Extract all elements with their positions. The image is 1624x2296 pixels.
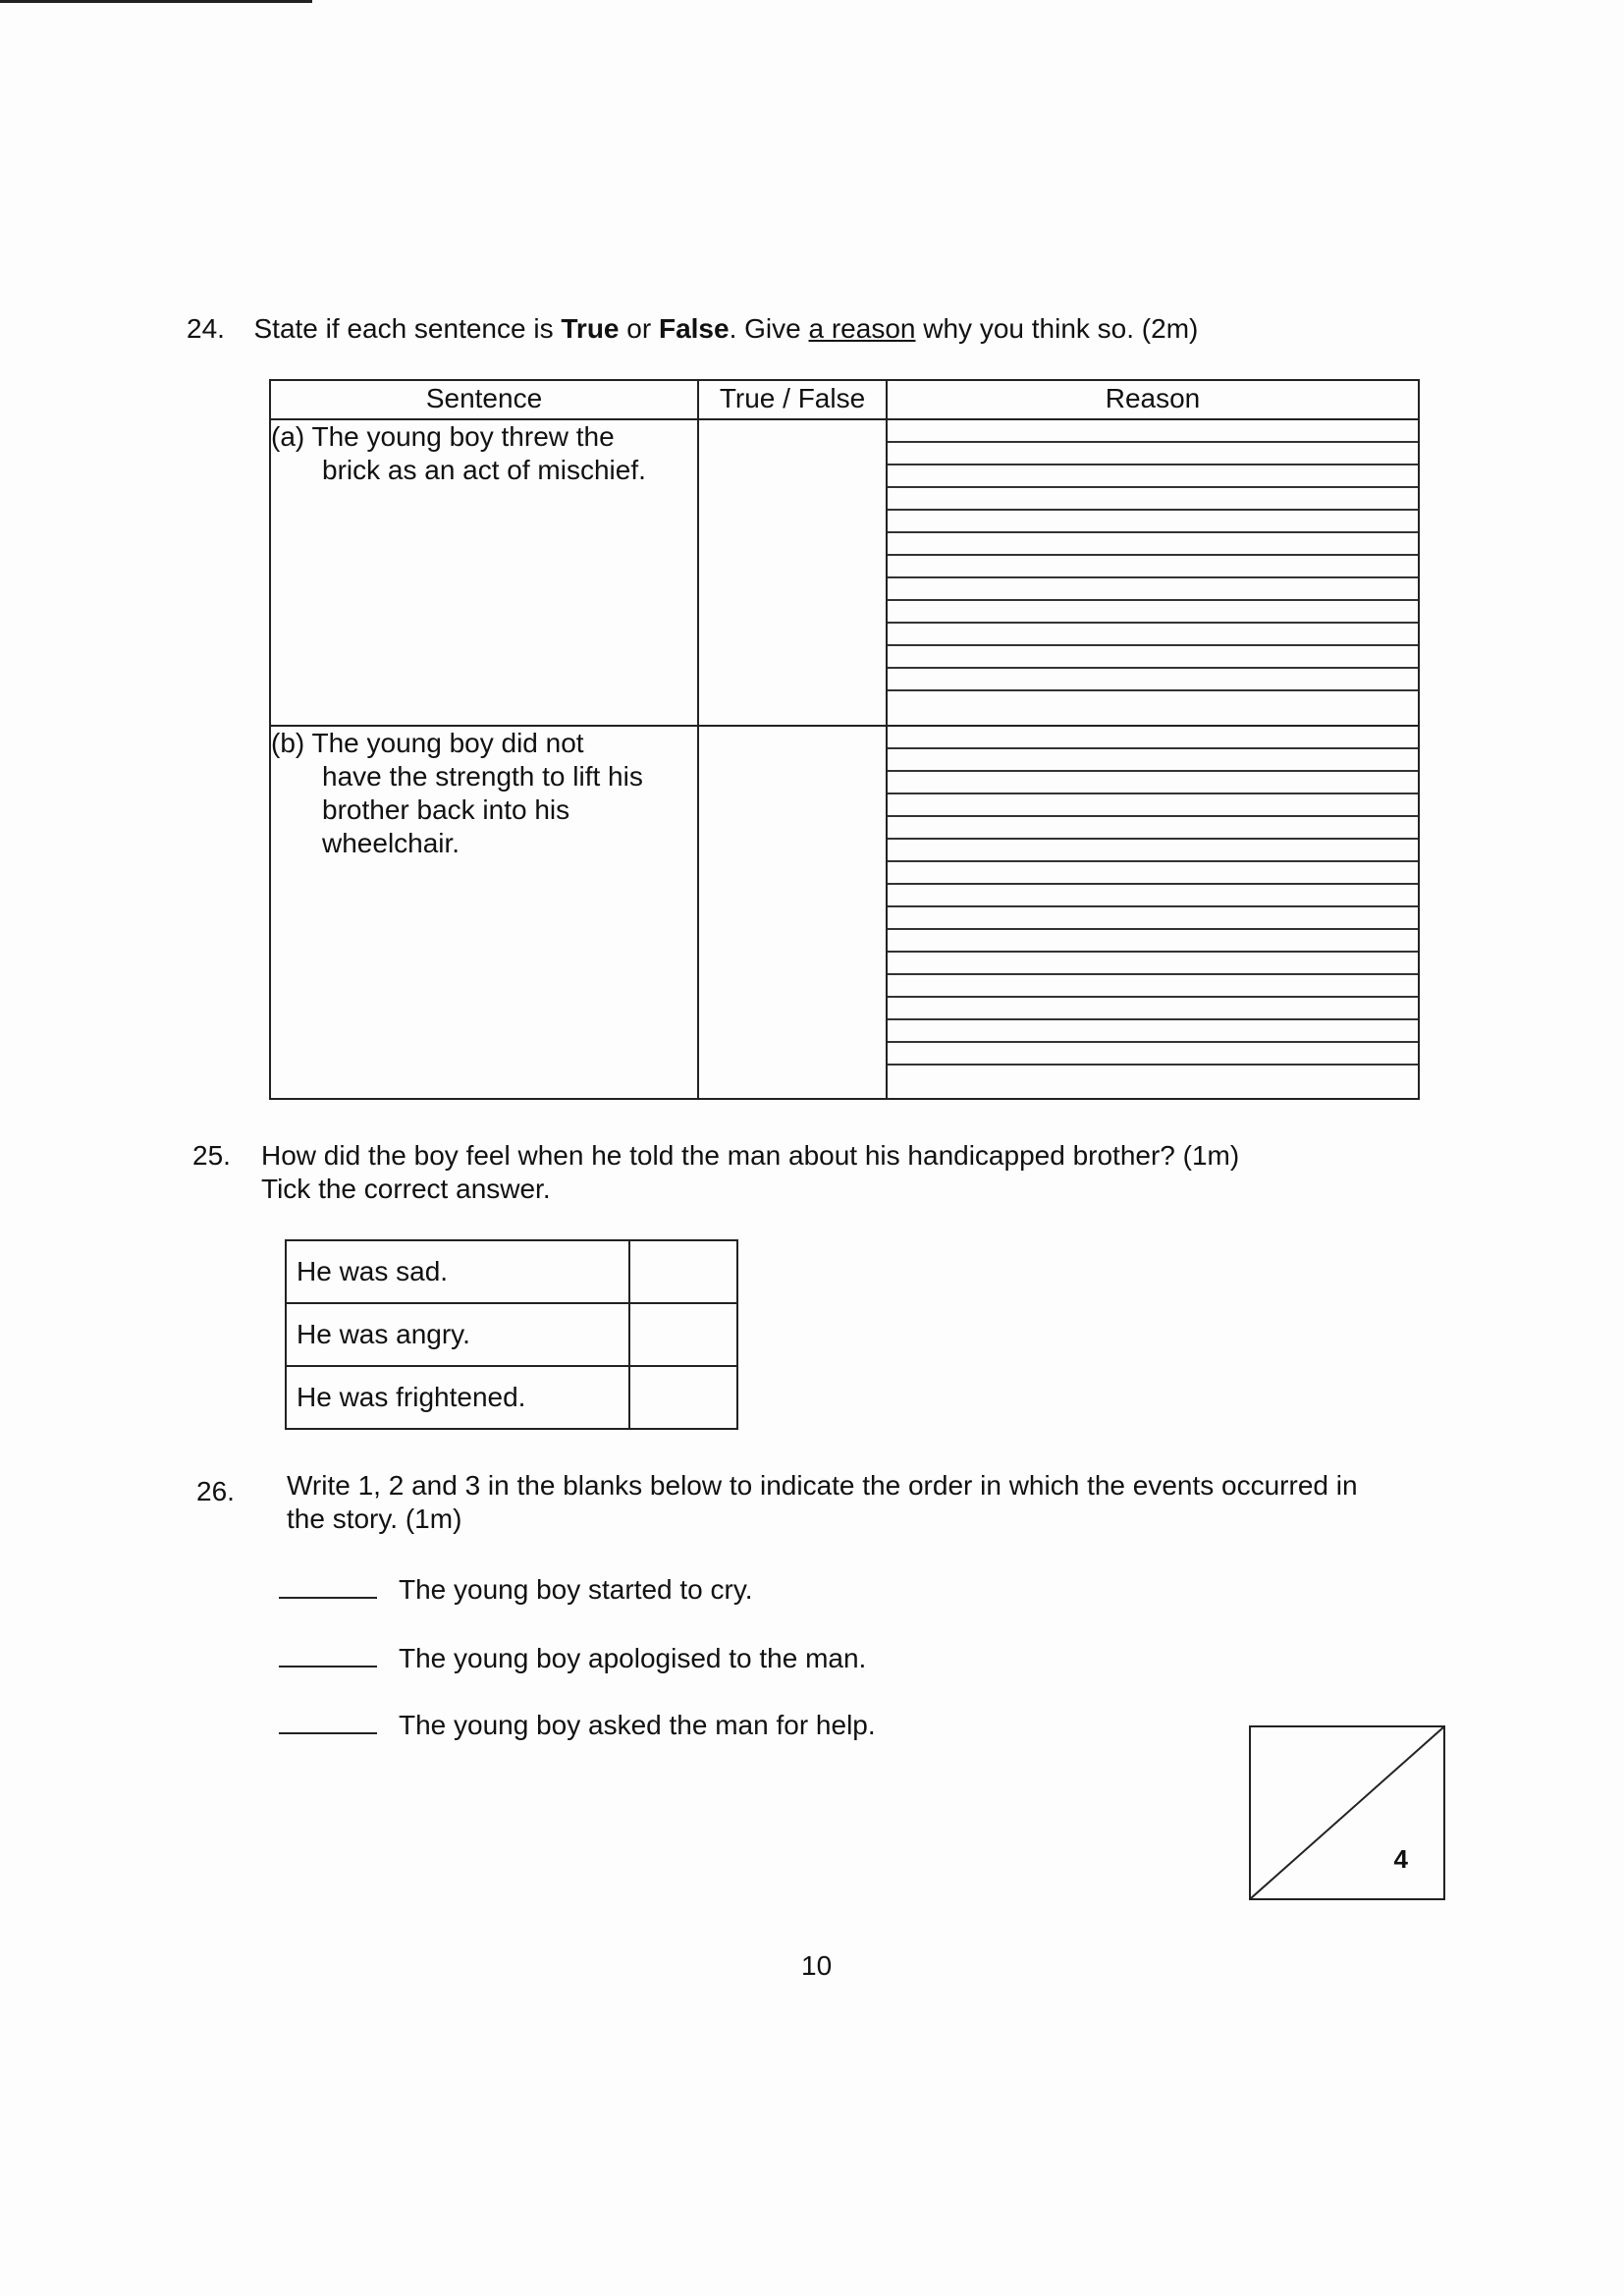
reason-answer-cell[interactable] [887,726,1419,1099]
total-marks: 4 [1393,1844,1408,1874]
diagonal-divider [1251,1727,1443,1898]
header-true-false: True / False [698,380,887,419]
page-number: 10 [801,1950,833,1981]
true-false-answer-cell[interactable] [698,726,887,1099]
order-blank[interactable] [279,1709,377,1734]
question-24 [187,312,1198,346]
option-label: He was sad. [286,1240,629,1303]
sentence-text: have the strength to lift his brother back into his wheelchair. [322,761,643,858]
table-row [270,726,1419,1099]
tick-box[interactable] [629,1366,737,1429]
event-text: The young boy started to cry. [399,1574,753,1605]
order-blank[interactable] [279,1573,377,1599]
marks-box [1249,1725,1445,1900]
true-false-table [269,379,1420,1100]
sentence-cell [270,419,698,726]
question-text: the story. (1m) [287,1503,462,1534]
question-26-text [287,1469,1445,1536]
option-label: He was angry. [286,1303,629,1366]
feelings-table [285,1239,738,1430]
option-label: He was frightened. [286,1366,629,1429]
table-header-row [270,380,1419,419]
false-keyword: False [658,313,730,344]
question-26 [196,1475,235,1508]
question-number: 26. [196,1476,235,1506]
question-25-text [261,1139,1439,1206]
tick-box[interactable] [629,1303,737,1366]
question-text: State if each sentence is [253,313,562,344]
tick-box[interactable] [629,1240,737,1303]
true-false-answer-cell[interactable] [698,419,887,726]
question-text: or [619,313,659,344]
question-text: . Give [729,313,809,344]
question-number: 24. [187,313,225,344]
question-25 [192,1139,231,1173]
header-reason: Reason [887,380,1419,419]
ordering-item [279,1709,876,1742]
ordering-item [279,1573,753,1607]
table-row [286,1366,737,1429]
sentence-text: (b) The young boy did not [271,728,584,758]
true-keyword: True [561,313,620,344]
sentence-text: brick as an act of mischief. [322,455,646,485]
top-edge-rule [0,0,312,3]
question-number: 25. [192,1140,231,1171]
question-text: Write 1, 2 and 3 in the blanks below to indicate the order in which the events occurred in [287,1470,1358,1501]
sentence-text: (a) The young boy threw the [271,421,615,452]
table-row [286,1303,737,1366]
question-text: why you think so. (2m) [915,313,1199,344]
question-text: How did the boy feel when he told the man about his handicapped brother? (1m) [261,1140,1240,1171]
sentence-cell [270,726,698,1099]
reason-answer-cell[interactable] [887,419,1419,726]
order-blank[interactable] [279,1642,377,1667]
instruction-text: Tick the correct answer. [261,1174,551,1204]
table-row [286,1240,737,1303]
event-text: The young boy apologised to the man. [399,1643,867,1673]
event-text: The young boy asked the man for help. [399,1710,876,1740]
header-sentence: Sentence [270,380,698,419]
table-row [270,419,1419,726]
underlined-phrase: a reason [808,313,916,344]
ordering-item [279,1642,866,1675]
